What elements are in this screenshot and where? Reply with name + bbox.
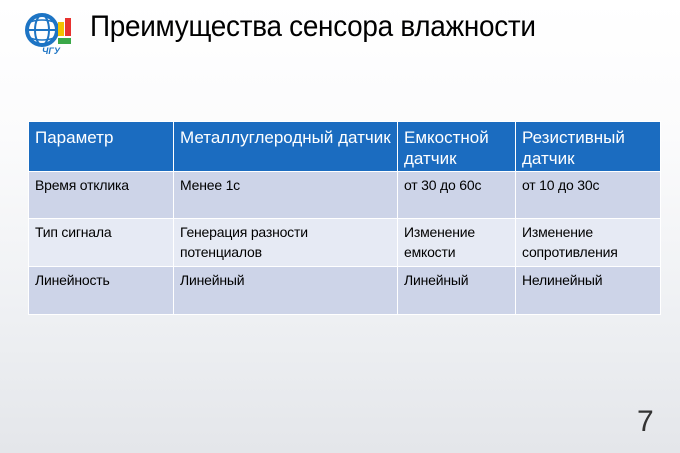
slide-title: Преимущества сенсора влажности	[90, 10, 536, 43]
table-cell: Менее 1с	[174, 172, 398, 219]
table-cell: Линейный	[398, 267, 516, 315]
header-capacitive-sensor: Емкостной датчик	[398, 122, 516, 172]
table-row	[29, 219, 661, 267]
university-logo	[22, 8, 78, 64]
comparison-table	[28, 121, 661, 315]
header-resistive-sensor: Резистивный датчик	[516, 122, 661, 172]
table-cell: Генерация разности потенциалов	[174, 219, 398, 267]
table-row	[29, 172, 661, 219]
table-cell: Время отклика	[29, 172, 174, 219]
logo-text: ЧГУ	[42, 46, 60, 56]
table-cell: Нелинейный	[516, 267, 661, 315]
table-header-row	[29, 122, 661, 172]
table-cell: от 10 до 30с	[516, 172, 661, 219]
table-cell: Линейность	[29, 267, 174, 315]
page-number: 7	[637, 405, 654, 438]
table-cell: от 30 до 60с	[398, 172, 516, 219]
table-cell: Тип сигнала	[29, 219, 174, 267]
header-metal-carbon-sensor: Металлуглеродный датчик	[174, 122, 398, 172]
table-cell: Изменение сопротивления	[516, 219, 661, 267]
table-cell: Линейный	[174, 267, 398, 315]
table-row	[29, 267, 661, 315]
header-parameter: Параметр	[29, 122, 174, 172]
table-cell: Изменение емкости	[398, 219, 516, 267]
